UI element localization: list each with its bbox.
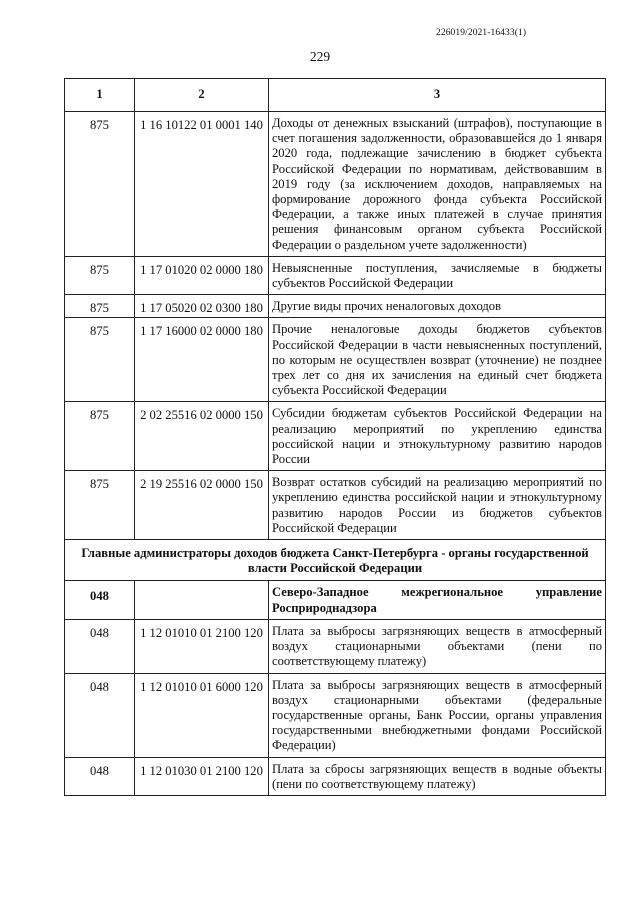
column-header-2: 2: [135, 79, 269, 112]
description-cell: Возврат остатков субсидий на реализацию мероприятий по укреплению единства российской нации и этнокультурному развитию народов России из бюджетов субъектов Российской Федерации: [269, 471, 606, 540]
column-header-3: 3: [269, 79, 606, 112]
table-row: [65, 256, 606, 294]
admin-code-cell: 875: [65, 402, 135, 471]
admin-code-cell: 048: [65, 619, 135, 673]
description-cell: Прочие неналоговые доходы бюджетов субъектов Российской Федерации в части невыясненных поступлений, по которым не осуществлен возврат (уточнение) не позднее трех лет со дня их зачисления на единый счет бюджета субъекта Российской Федерации: [269, 318, 606, 402]
document-number: 226019/2021-16433(1): [436, 28, 527, 38]
budget-code-cell: 1 17 05020 02 0300 180: [135, 295, 269, 318]
admin-code-cell: 875: [65, 112, 135, 257]
group-budget-code: [135, 581, 269, 619]
budget-code-cell: 1 12 01010 01 2100 120: [135, 619, 269, 673]
table-row: [65, 673, 606, 757]
description-cell: Другие виды прочих неналоговых доходов: [269, 295, 606, 318]
budget-code-cell: 2 02 25516 02 0000 150: [135, 402, 269, 471]
table-row: [65, 318, 606, 402]
budget-code-cell: 1 16 10122 01 0001 140: [135, 112, 269, 257]
description-cell: Доходы от денежных взысканий (штрафов), поступающие в счет погашения задолженности, образовавшейся до 1 января 2020 года, подлежащие зачислению в бюджет субъекта Российской Федерации по нормативам, действовавшим в 2019 году (за исключением доходов, направляемых на формирование дорожного фонда субъекта Российской Федерации, а также иных платежей в случае принятия решения финансовым органом субъекта Российской Федерации о раздельном учете задолженности): [269, 112, 606, 257]
description-cell: Невыясненные поступления, зачисляемые в бюджеты субъектов Российской Федерации: [269, 256, 606, 294]
table-header-row: [65, 79, 606, 112]
group-header-row: [65, 581, 606, 619]
description-cell: Плата за выбросы загрязняющих веществ в атмосферный воздух стационарными объектами (пени по соответствующему платежу): [269, 619, 606, 673]
column-header-1: 1: [65, 79, 135, 112]
table-row: [65, 471, 606, 540]
table-row: [65, 619, 606, 673]
admin-code-cell: 875: [65, 295, 135, 318]
group-admin-code: 048: [65, 581, 135, 619]
page-number: 229: [309, 49, 331, 64]
admin-code-cell: 875: [65, 256, 135, 294]
description-cell: Плата за выбросы загрязняющих веществ в атмосферный воздух стационарными объектами (федеральные государственные органы, Банк России, органы управления государственными внебюджетными фондами Российской Федерации): [269, 673, 606, 757]
revenue-codes-table: [64, 78, 606, 796]
admin-code-cell: 048: [65, 673, 135, 757]
table-row: [65, 757, 606, 795]
budget-code-cell: 1 12 01030 01 2100 120: [135, 757, 269, 795]
budget-code-cell: 1 17 16000 02 0000 180: [135, 318, 269, 402]
admin-code-cell: 048: [65, 757, 135, 795]
table-row: [65, 402, 606, 471]
group-title: Северо-Западное межрегиональное управление Росприроднадзора: [269, 581, 606, 619]
section-title: Главные администраторы доходов бюджета Санкт-Петербурга - органы государственной власти Российской Федерации: [65, 540, 606, 581]
budget-code-cell: 1 12 01010 01 6000 120: [135, 673, 269, 757]
budget-code-cell: 1 17 01020 02 0000 180: [135, 256, 269, 294]
description-cell: Плата за сбросы загрязняющих веществ в водные объекты (пени по соответствующему платежу): [269, 757, 606, 795]
table-row: [65, 112, 606, 257]
admin-code-cell: 875: [65, 318, 135, 402]
budget-code-cell: 2 19 25516 02 0000 150: [135, 471, 269, 540]
description-cell: Субсидии бюджетам субъектов Российской Федерации на реализацию мероприятий по укреплению единства российской нации и этнокультурному развитию народов России: [269, 402, 606, 471]
admin-code-cell: 875: [65, 471, 135, 540]
table-row: [65, 295, 606, 318]
section-title-row: [65, 540, 606, 581]
